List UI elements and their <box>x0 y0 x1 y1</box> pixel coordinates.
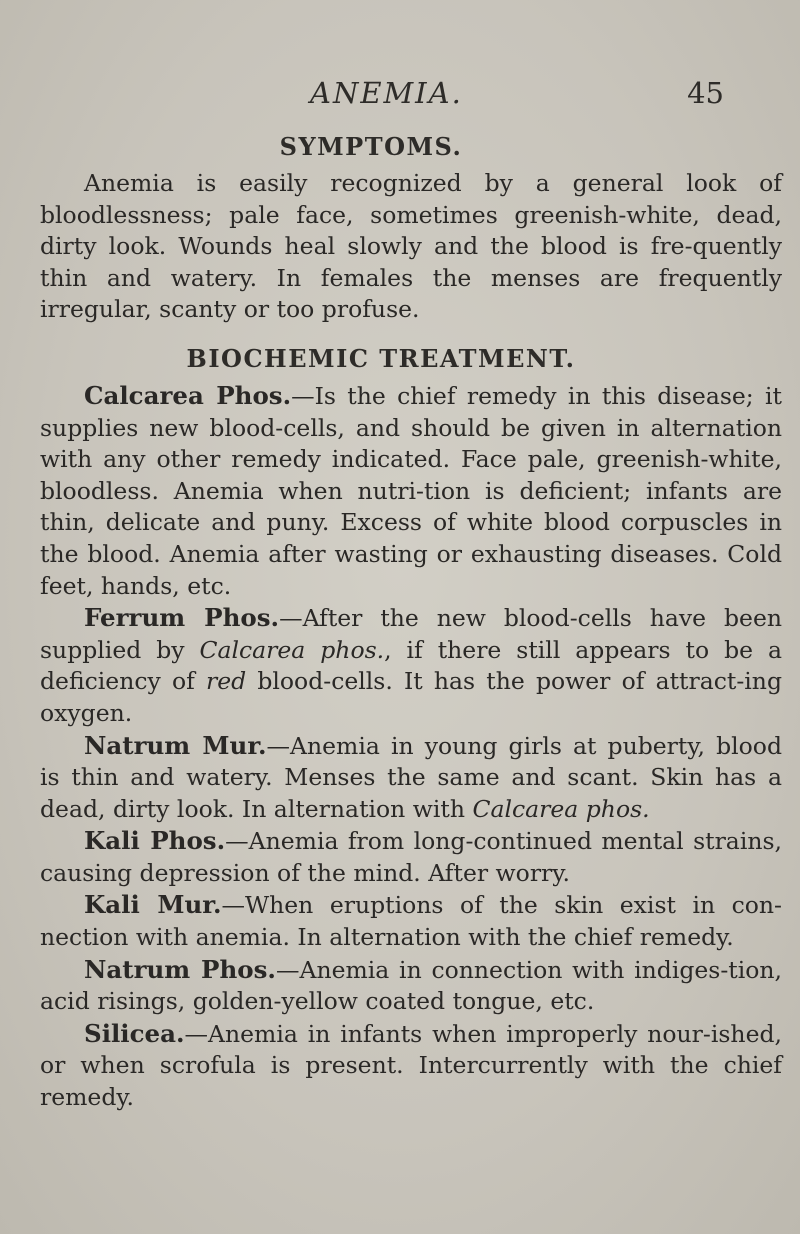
remedy-name: Natrum Phos. <box>84 954 276 984</box>
remedy-natrum-phos <box>40 954 782 1018</box>
running-title: ANEMIA. <box>310 76 463 110</box>
remedy-text: —When eruptions of the skin exist in con-nection with anemia. In alternation with the chief remedy. <box>40 891 782 952</box>
remedy-name: Kali Mur. <box>84 890 222 920</box>
remedy-text: —After the new blood-cells have been supplied by <box>40 604 782 664</box>
remedy-italic: Calcarea phos. <box>199 635 385 664</box>
remedy-name: Silicea. <box>84 1018 185 1048</box>
remedy-kali-phos <box>40 825 782 889</box>
page-number: 45 <box>687 76 724 110</box>
remedy-natrum-mur <box>40 730 782 826</box>
remedy-text: , if there still appears to be a deficiency of <box>40 635 782 696</box>
remedy-name: Kali Phos. <box>84 826 226 856</box>
remedy-text: —Anemia in connection with indiges-tion, acid risings, golden-yellow coated tongue, etc. <box>40 955 782 1016</box>
remedy-name: Natrum Mur. <box>84 730 267 760</box>
remedy-silicea <box>40 1018 782 1114</box>
treatment-heading: BIOCHEMIC TREATMENT. <box>186 343 576 373</box>
symptoms-paragraph: Anemia is easily recognized by a general look of bloodlessness; pale face, sometimes greenish-white, dead, dirty look. Wounds heal slowly and the blood is fre-quently thin and watery. In females the menses are frequently irregular, scanty or too profuse. <box>40 169 782 324</box>
remedy-name: Calcarea Phos. <box>84 380 292 410</box>
remedy-name: Ferrum Phos. <box>84 603 280 633</box>
remedy-text: blood-cells. It has the power of attract-ing oxygen. <box>40 667 782 727</box>
running-head <box>40 72 782 124</box>
symptoms-heading: SYMPTOMS. <box>279 132 463 161</box>
remedy-text: —Is the chief remedy in this disease; it supplies new blood-cells, and should be given in alternation with any other remedy indicated. Face pale, greenish-white, bloodless. Anemia when nutri-tion is deficient; infants are thin, delicate and puny. Excess of white blood corpuscles in the blood. Anemia after wasting or exhausting diseases. Cold feet, hands, etc. <box>40 381 783 600</box>
book-page <box>40 72 782 1222</box>
remedy-calcarea-phos <box>40 380 782 602</box>
remedy-text: —Anemia from long-continued mental strains, causing depression of the mind. After worry. <box>40 827 783 887</box>
remedy-ferrum-phos <box>40 602 782 729</box>
remedy-kali-mur <box>40 889 782 953</box>
remedy-text: —Anemia in young girls at puberty, blood is thin and watery. Menses the same and scant. Skin has a dead, dirty look. In alternation with <box>40 731 782 823</box>
remedy-italic: red <box>205 667 247 696</box>
remedy-italic: Calcarea phos. <box>472 794 650 823</box>
remedy-text: —Anemia in infants when improperly nour-ished, or when scrofula is present. Intercurrently with the chief remedy. <box>40 1019 782 1112</box>
